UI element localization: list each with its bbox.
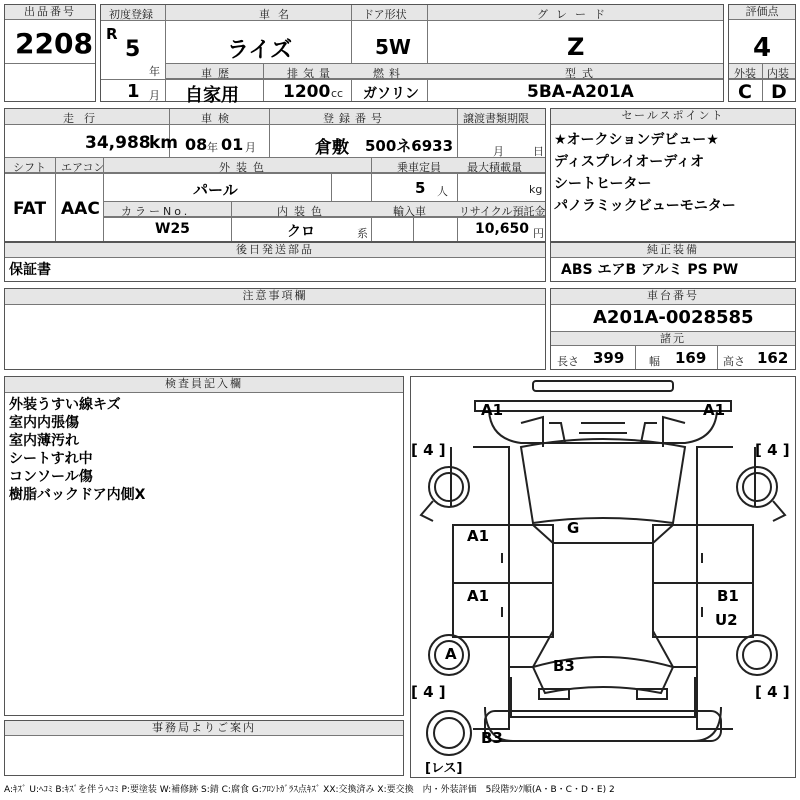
sales-point-1: ★オークションデビュー★ [554, 132, 719, 148]
inspector-label: 検査員記入欄 [5, 377, 403, 393]
inspection-label: 車検 [201, 112, 235, 125]
mark-rear-center: B3 [553, 657, 575, 675]
mark-front-left: A1 [481, 401, 504, 419]
inspector-box [4, 376, 404, 716]
height-label: 高さ [723, 355, 745, 368]
vehicle-header-box [100, 4, 724, 106]
height-value: 162 [757, 349, 789, 367]
later-parts-label: 後日発送部品 [5, 243, 545, 258]
mark-tire-front-left: [ 4 ] [411, 441, 446, 459]
grade-label: グレード [537, 8, 613, 21]
office-box [4, 720, 404, 776]
color-no-value: W25 [155, 221, 190, 237]
inspector-line-4: シートすれ中 [9, 451, 93, 467]
sales-point-3: シートヒーター [554, 176, 652, 192]
sales-points-label: セールスポイント [551, 109, 795, 125]
length-label: 長さ [557, 355, 579, 368]
inspector-line-2: 室内内張傷 [9, 415, 79, 431]
displacement-label: 排気量 [287, 67, 335, 80]
grade-value: Z [567, 33, 585, 61]
inspector-line-5: コンソール傷 [9, 469, 93, 485]
history-label: 車歴 [201, 67, 235, 80]
int-color-label: 内装色 [277, 205, 328, 218]
year-unit: 年 [149, 65, 160, 78]
car-name: ライズ [227, 38, 293, 63]
sales-points-box [550, 108, 796, 242]
capacity-label: 乗車定員 [397, 161, 441, 174]
plate-number: 500ネ6933 [365, 137, 454, 155]
inspector-line-1: 外装うすい線キズ [9, 397, 121, 413]
lot-label: 出品番号 [5, 5, 95, 20]
month-unit: 月 [149, 89, 160, 102]
first-reg-month: 1 [127, 81, 140, 102]
transfer-label: 譲渡書類期限 [463, 112, 529, 125]
mark-windshield: G [567, 519, 580, 537]
capacity-unit: 人 [437, 185, 448, 198]
mark-tire-front-right: [ 4 ] [755, 441, 790, 459]
ac-value: AAC [61, 199, 100, 219]
fuel-value: ガソリン [363, 86, 419, 102]
mark-spare-tire: [レス] [425, 761, 463, 776]
recycle-label: リサイクル預託金 [459, 205, 546, 218]
inspector-line-6: 樹脂バックドア内側X [9, 487, 146, 503]
lot-number: 2208 [15, 27, 93, 60]
transfer-month: 月 [493, 145, 504, 158]
capacity-value: 5 [415, 179, 426, 197]
legend-text: A:ｷｽﾞ U:ﾍｺﾐ B:ｷｽﾞを伴うﾍｺﾐ P:要塗装 W:補修跡 S:錆 C:腐食 G:ﾌﾛﾝﾄｶﾞﾗｽ点ｷｽﾞ XX:交換済み X:要交換 内・外装評価 5段階ﾗﾝｸ順(A・B・C・D・E) 2 [4, 785, 615, 795]
sales-point-4: パノラミックビューモニター [554, 198, 736, 214]
first-reg-label: 初度登録 [109, 8, 153, 21]
inspection-year: 08 [185, 135, 208, 154]
length-value: 399 [593, 349, 625, 367]
width-label: 幅 [649, 355, 660, 368]
score-label: 評価点 [729, 5, 795, 20]
int-color-suffix: 系 [357, 227, 368, 240]
exterior-label: 外装 [734, 67, 756, 80]
model-value: 5BA-A201A [527, 82, 634, 102]
transfer-day: 日 [533, 145, 544, 158]
chassis-label: 車台番号 [551, 289, 795, 305]
door-type: 5W [375, 35, 411, 59]
recycle-unit: 円 [533, 227, 544, 240]
equipment-value: ABS エアB アルミ PS PW [561, 262, 739, 278]
door-label: ドア形状 [363, 8, 407, 21]
exterior-score: C [738, 81, 752, 103]
ac-label: エアコン [61, 161, 105, 174]
fuel-label: 燃料 [373, 67, 405, 80]
width-value: 169 [675, 349, 707, 367]
mileage-unit: km [149, 133, 179, 153]
inspection-year-unit: 年 [207, 141, 218, 154]
details-box [4, 108, 546, 242]
plate-label: 登録番号 [323, 112, 387, 125]
interior-score: D [771, 81, 787, 103]
score-value: 4 [753, 33, 772, 63]
displacement-value: 1200 [283, 82, 331, 102]
inspection-month-unit: 月 [245, 141, 256, 154]
sales-point-2: ディスプレイオーディオ [554, 154, 705, 170]
interior-label: 内装 [767, 67, 789, 80]
chassis-number: A201A-0028585 [593, 307, 754, 328]
chassis-box [550, 288, 796, 370]
equipment-box [550, 242, 796, 282]
inspection-month: 01 [221, 135, 244, 154]
equipment-label: 純正装備 [551, 243, 795, 258]
specs-label: 諸元 [551, 331, 795, 346]
mark-wheel-rear-left: A [445, 645, 457, 663]
model-label: 型式 [565, 67, 599, 80]
ext-color-value: パール [193, 181, 238, 199]
car-name-label: 車名 [259, 8, 297, 21]
office-label: 事務局よりご案内 [5, 721, 403, 736]
color-no-label: カラーNo. [121, 205, 191, 218]
lot-box [4, 4, 96, 102]
later-parts-value: 保証書 [9, 262, 51, 278]
mileage-value: 34,988 [85, 133, 151, 153]
mark-door-rear-right-1: B1 [717, 587, 739, 605]
car-diagram [410, 376, 796, 778]
shift-value: FAT [13, 199, 47, 219]
later-parts-box [4, 242, 546, 282]
score-box [728, 4, 796, 102]
inspector-line-3: 室内薄汚れ [9, 433, 79, 449]
car-outline-icon [411, 377, 795, 777]
mark-tire-rear-right: [ 4 ] [755, 683, 790, 701]
mark-door-rear-left: A1 [467, 587, 490, 605]
plate-region: 倉敷 [315, 138, 349, 158]
history-value: 自家用 [185, 85, 239, 106]
shift-label: シフト [13, 161, 46, 174]
import-label: 輸入車 [393, 205, 426, 218]
first-reg-year: 5 [125, 37, 141, 62]
notes-box [4, 288, 546, 370]
max-load-label: 最大積載量 [467, 161, 522, 174]
mark-door-rear-right-2: U2 [715, 611, 738, 629]
mark-rear-bottom: B3 [481, 729, 503, 747]
era-letter: R [106, 25, 118, 43]
mileage-label: 走行 [63, 112, 105, 125]
recycle-value: 10,650 [475, 221, 530, 237]
max-load-unit: kg [529, 183, 543, 196]
mark-door-front-left: A1 [467, 527, 490, 545]
ext-color-label: 外装色 [219, 161, 270, 174]
int-color-value: クロ [287, 224, 315, 240]
mark-tire-rear-left: [ 4 ] [411, 683, 446, 701]
displacement-unit: cc [331, 87, 344, 100]
notes-label: 注意事項欄 [5, 289, 545, 305]
mark-front-right: A1 [703, 401, 726, 419]
